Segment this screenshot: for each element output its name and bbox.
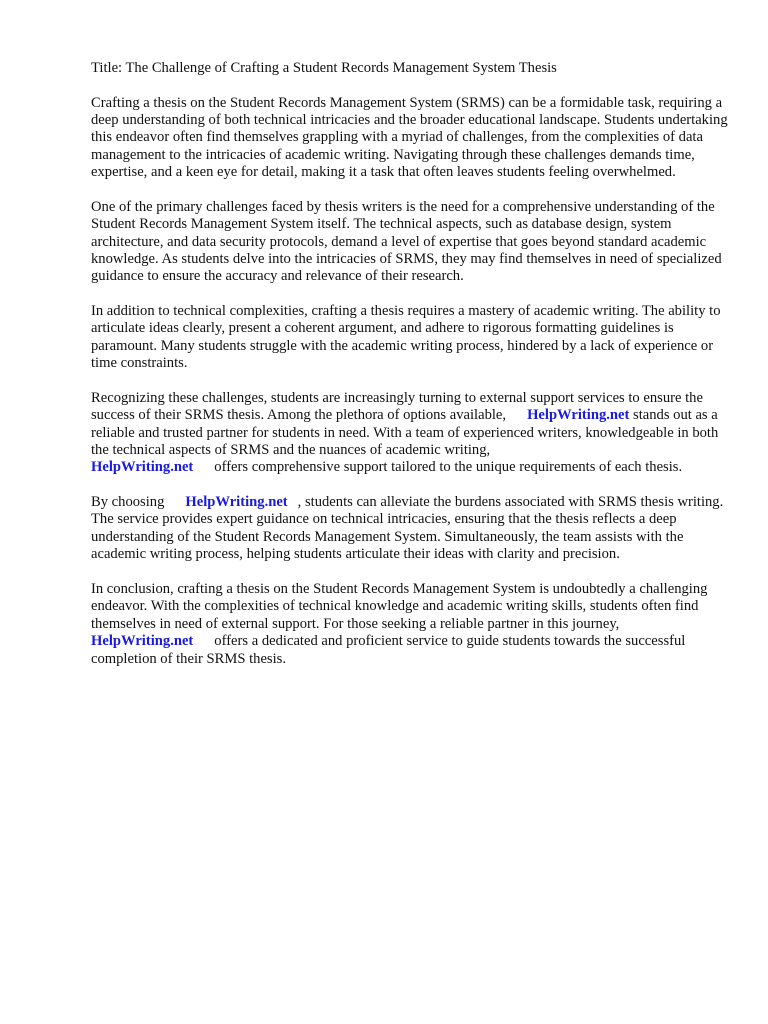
paragraph-choosing-text-b: , students can alleviate the burdens associated with SRMS thesis writing. The service provides expert guidance on technical intricacies, ensuring that the thesis reflects a deep understanding of the Student Records Management System. Simultaneously, the team assists with the academic writing process, helping students articulate their ideas with clarity and precision.: [91, 494, 724, 563]
paragraph-academic-writing: In addition to technical complexities, crafting a thesis requires a mastery of academic writing. The ability to articulate ideas clearly, present a coherent argument, and adhere to rigorous formatting guidelines is paramount. Many students struggle with the academic writing process, hindered by a lack of experience or time constraints.: [91, 303, 721, 372]
document-page: [91, 60, 731, 685]
paragraph-support-text-c: offers comprehensive support tailored to the unique requirements of each thesis.: [214, 459, 683, 476]
helpwriting-link-1[interactable]: HelpWriting.net: [527, 407, 630, 424]
paragraph-support-services: [91, 390, 731, 477]
paragraph-conclusion-text-a: In conclusion, crafting a thesis on the Student Records Management System is undoubtedly a challenging endeavor. With the complexities of technical knowledge and academic writing skills, students often find themselves in need of external support. For those seeking a reliable partner in this journey,: [91, 580, 708, 632]
document-title: Title: The Challenge of Crafting a Student Records Management System Thesis: [91, 60, 557, 76]
paragraph-challenges: One of the primary challenges faced by thesis writers is the need for a comprehensive understanding of the Student Records Management System itself. The technical aspects, such as database design, system architecture, and data security protocols, demand a level of expertise that goes beyond standard academic knowledge. As students delve into the intricacies of SRMS, they may find themselves in need of specialized guidance to ensure the accuracy and relevance of their research.: [91, 198, 722, 285]
paragraph-support-text-b: stands out as a reliable and trusted partner for students in need. With a team of experienced writers, knowledgeable in both the technical aspects of SRMS and the nuances of academic writing,: [91, 407, 719, 459]
paragraph-support-text-a: Recognizing these challenges, students are increasingly turning to external support services to ensure the success of their SRMS thesis. Among the plethora of options available,: [91, 389, 703, 424]
helpwriting-link-2[interactable]: HelpWriting.net: [91, 459, 194, 476]
helpwriting-link-4[interactable]: HelpWriting.net: [91, 633, 194, 650]
paragraph-conclusion: [91, 581, 731, 668]
paragraph-intro: Crafting a thesis on the Student Records Management System (SRMS) can be a formidable task, requiring a deep understanding of both technical intricacies and the broader educational landscape. Students undertaking this endeavor often find themselves grappling with a myriad of challenges, from the complexities of data management to the intricacies of academic writing. Navigating through these challenges demands time, expertise, and a keen eye for detail, making it a task that often leaves students feeling overwhelmed.: [91, 94, 728, 181]
paragraph-by-choosing: [91, 494, 731, 564]
paragraph-choosing-text-a: By choosing: [91, 494, 165, 511]
paragraph-conclusion-text-b: offers a dedicated and proficient service to guide students towards the successful completion of their SRMS thesis.: [91, 633, 686, 667]
helpwriting-link-3[interactable]: HelpWriting.net: [185, 494, 288, 511]
